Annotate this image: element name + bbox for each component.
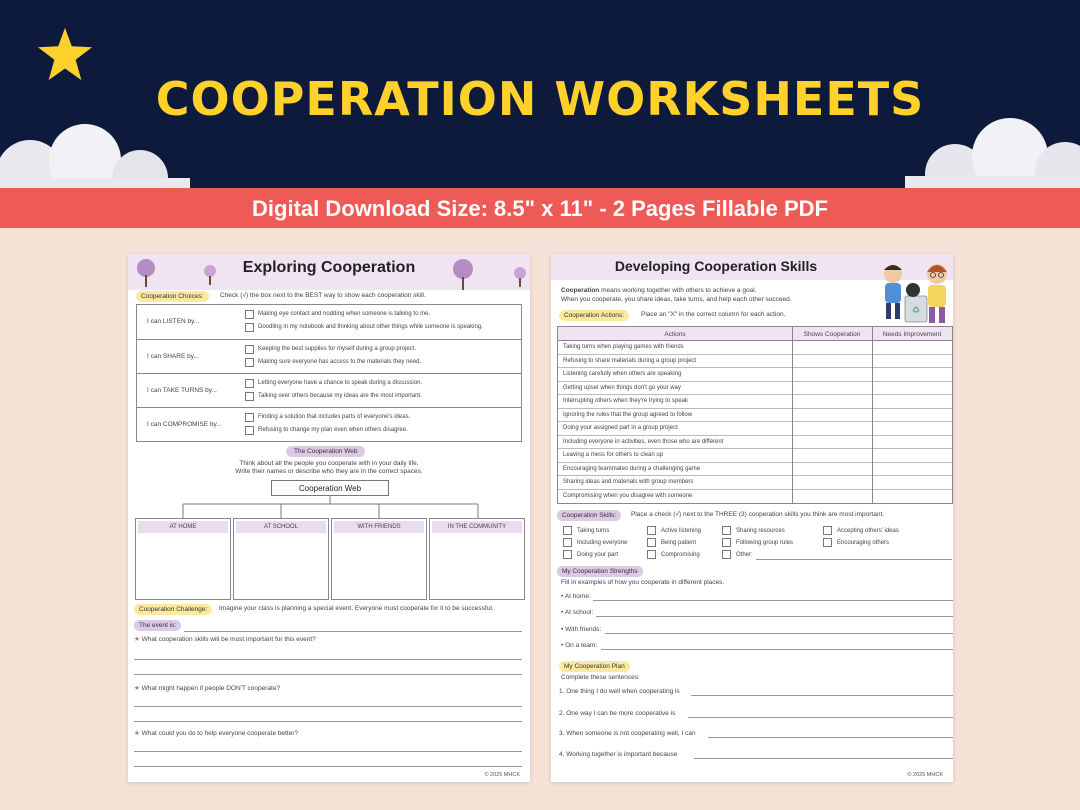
strength-item: • At school: — [561, 609, 594, 616]
checkbox[interactable] — [245, 379, 254, 388]
web-connectors — [128, 496, 530, 518]
page1-footer: © 2025 MHCK — [484, 772, 520, 778]
column-header: Actions — [664, 331, 686, 338]
checkbox[interactable] — [245, 392, 254, 401]
strength-label: At school: — [564, 609, 594, 616]
web-column-header: AT HOME — [138, 521, 228, 533]
worksheet-page-1 — [128, 254, 530, 782]
answer-line[interactable] — [134, 721, 522, 722]
question-2 — [134, 685, 280, 693]
challenge-label: Cooperation Challenge: — [134, 604, 212, 615]
skill-checkbox[interactable] — [722, 550, 731, 559]
page1-header — [128, 254, 530, 290]
skill-label: Being patient — [661, 540, 697, 546]
choice-option: Making eye contact and nodding when someone is talking to me. — [258, 311, 431, 317]
choices-instruction: Check (√) the box next to the BEST way to show each cooperation skill. — [220, 292, 426, 299]
actions-instruction: Place an "X" in the correct column for each action. — [641, 311, 786, 318]
answer-line[interactable] — [605, 633, 953, 634]
table-row — [558, 355, 952, 369]
question-text: What cooperation skills will be most important for this event? — [141, 636, 316, 643]
choice-label: I can COMPROMISE by... — [147, 421, 222, 428]
choice-label: I can LISTEN by... — [147, 318, 200, 325]
skill-label: Accepting others' ideas — [837, 528, 899, 534]
svg-text:♻: ♻ — [911, 305, 921, 315]
action-text: Getting upset when things don't go your way — [563, 384, 681, 391]
table-row — [558, 341, 952, 355]
answer-line[interactable] — [691, 695, 953, 696]
event-label: The event is: — [134, 620, 181, 631]
choice-option: Keeping the best supplies for myself during a group project. — [258, 346, 417, 352]
column-header: Needs Improvement — [882, 331, 942, 338]
answer-line[interactable] — [708, 737, 953, 738]
skill-checkbox[interactable] — [647, 526, 656, 535]
skills-instruction: Place a check (√) next to the THREE (3) cooperation skills you think are most important. — [631, 511, 885, 518]
web-column-header: AT SCHOOL — [236, 521, 326, 533]
plan-sentence: 4. Working together is important because — [559, 751, 678, 758]
answer-line[interactable] — [596, 616, 953, 617]
strengths-label: My Cooperation Strengths — [557, 566, 643, 577]
choice-option: Finding a solution that includes parts of everyone's ideas. — [258, 414, 411, 420]
answer-line[interactable] — [134, 674, 522, 675]
choice-label: I can SHARE by... — [147, 353, 199, 360]
skill-label: Encouraging others — [837, 540, 890, 546]
table-row — [558, 368, 952, 382]
intro-line-1 — [561, 287, 756, 295]
choice-row — [137, 373, 521, 407]
table-row — [558, 395, 952, 409]
action-text: Sharing ideas and materials with group members — [563, 479, 694, 485]
web-instruction-2: Write their names or describe who they are in the correct spaces. — [235, 468, 423, 475]
action-text: Taking turns when playing games with friends — [563, 344, 684, 350]
action-text: Encouraging teammates during a challenging game — [563, 465, 701, 472]
challenge-text: Imagine your class is planning a special event. Everyone must cooperate for it to be successful. — [219, 605, 494, 612]
actions-label: Cooperation Actions: — [559, 310, 629, 321]
checkbox[interactable] — [245, 358, 254, 367]
column-header: Shows Cooperation — [803, 331, 861, 338]
question-text: What might happen if people DON'T cooperate? — [141, 685, 281, 692]
actions-table — [557, 326, 953, 504]
column-divider — [792, 327, 793, 503]
skill-label: Sharing resources — [736, 528, 785, 534]
column-divider — [872, 327, 873, 503]
web-column-header: WITH FRIENDS — [334, 521, 424, 533]
answer-line[interactable] — [134, 659, 522, 660]
choice-option: Making sure everyone has access to the materials they need. — [258, 359, 422, 365]
skill-checkbox[interactable] — [563, 550, 572, 559]
worksheet-page-2 — [551, 254, 953, 782]
banner — [0, 0, 1080, 188]
other-skill-line[interactable] — [756, 559, 952, 560]
strength-label: On a team: — [565, 642, 598, 649]
choice-option: Talking over others because my ideas are the most important. — [258, 393, 422, 399]
web-column-home[interactable] — [135, 518, 231, 600]
choice-row — [137, 339, 521, 373]
choice-option: Refusing to change my plan even when others disagree. — [258, 427, 408, 433]
skill-checkbox[interactable] — [823, 538, 832, 547]
choice-option: Doodling in my notebook and thinking about other things while someone is speaking. — [258, 324, 483, 330]
choice-row — [137, 305, 521, 339]
action-text: Refusing to share materials during a group project — [563, 357, 697, 364]
skill-label: Compromising — [661, 552, 700, 558]
web-label: The Cooperation Web — [286, 446, 365, 457]
banner-subtitle: Digital Download Size: 8.5" x 11" - 2 Pages Fillable PDF — [252, 196, 828, 221]
skill-checkbox[interactable] — [647, 550, 656, 559]
choices-label: Cooperation Choices: — [136, 291, 209, 302]
skill-checkbox[interactable] — [823, 526, 832, 535]
skill-checkbox[interactable] — [722, 526, 731, 535]
star-bullet-icon: ★ — [134, 636, 140, 643]
intro-rest: means working together with others to achieve a goal. — [599, 287, 757, 294]
web-column-friends[interactable] — [331, 518, 427, 600]
web-center-box[interactable] — [271, 480, 389, 496]
page2-footer: © 2025 MHCK — [907, 772, 943, 778]
strength-item: • With friends: — [561, 626, 602, 633]
answer-line[interactable] — [134, 706, 522, 707]
actions-table-header — [558, 327, 952, 341]
strength-item: • At home: — [561, 593, 591, 600]
action-text: Ignoring the rules that the group agreed to follow — [563, 411, 693, 418]
answer-line[interactable] — [593, 600, 953, 601]
skill-label: Following group rules — [736, 540, 794, 546]
choice-row — [137, 407, 521, 441]
star-bullet-icon: ★ — [134, 730, 140, 737]
intro-line-2: When you cooperate, you share ideas, take turns, and help each other succeed. — [561, 296, 792, 303]
table-row — [558, 436, 952, 450]
strengths-instruction: Fill in examples of how you cooperate in different places. — [561, 579, 725, 586]
choices-table — [136, 304, 522, 442]
answer-line[interactable] — [601, 649, 953, 650]
table-row — [558, 463, 952, 477]
answer-line[interactable] — [184, 631, 522, 632]
strength-item: • On a team: — [561, 642, 598, 649]
answer-line[interactable] — [134, 766, 522, 767]
answer-line[interactable] — [694, 758, 953, 759]
checkbox[interactable] — [245, 323, 254, 332]
plan-instruction: Complete these sentences: — [561, 674, 640, 681]
skill-checkbox[interactable] — [722, 538, 731, 547]
action-text: Leaving a mess for others to clean up — [563, 452, 664, 458]
action-text: Including everyone in activities, even those who are different — [563, 438, 724, 445]
question-1 — [134, 636, 316, 644]
skill-label: Doing your part — [577, 552, 619, 558]
table-row — [558, 409, 952, 423]
action-text: Compromising when you disagree with someone — [563, 492, 693, 499]
kids-recycling-illustration-icon — [877, 258, 953, 330]
intro-bold: Cooperation — [561, 287, 600, 294]
skill-checkbox[interactable] — [563, 526, 572, 535]
table-row — [558, 422, 952, 436]
skill-checkbox[interactable] — [563, 538, 572, 547]
skills-label: Cooperation Skills: — [557, 510, 621, 521]
banner-title: COOPERATION WORKSHEETS — [155, 72, 925, 126]
table-row — [558, 382, 952, 396]
answer-line[interactable] — [134, 751, 522, 752]
star-bullet-icon: ★ — [134, 685, 140, 692]
table-row — [558, 449, 952, 463]
table-row — [558, 476, 952, 490]
checkbox[interactable] — [245, 345, 254, 354]
web-column-header: IN THE COMMUNITY — [432, 521, 522, 533]
skill-label: Including everyone — [577, 540, 628, 546]
web-column-school[interactable] — [233, 518, 329, 600]
strength-label: With friends: — [565, 626, 602, 633]
skill-label: Taking turns — [577, 528, 610, 534]
plan-sentence: 3. When someone is not cooperating well, I can — [559, 730, 696, 737]
table-row — [558, 490, 952, 504]
checkbox[interactable] — [245, 310, 254, 319]
web-column-community[interactable] — [429, 518, 525, 600]
web-center-label: Cooperation Web — [298, 484, 362, 493]
choice-option: Letting everyone have a chance to speak during a discussion. — [258, 380, 423, 386]
answer-line[interactable] — [688, 717, 953, 718]
plan-sentence: 2. One way I can be more cooperative is — [559, 710, 676, 717]
plan-label: My Cooperation Plan — [559, 661, 630, 672]
action-text: Interrupting others when they're trying to speak — [563, 398, 688, 404]
checkbox[interactable] — [245, 413, 254, 422]
web-instruction-1: Think about all the people you cooperate with in your daily life. — [239, 460, 419, 467]
checkbox[interactable] — [245, 426, 254, 435]
question-text: What could you do to help everyone cooperate better? — [141, 730, 299, 737]
skill-label: Other: — [736, 552, 753, 558]
page1-title: Exploring Cooperation — [242, 259, 416, 276]
question-3 — [134, 730, 298, 738]
skill-label: Active listening — [661, 528, 702, 534]
choice-label: I can TAKE TURNS by... — [147, 387, 217, 394]
strength-label: At home: — [564, 593, 591, 600]
skill-checkbox[interactable] — [647, 538, 656, 547]
plan-sentence: 1. One thing I do well when cooperating is — [559, 688, 680, 695]
page2-title: Developing Cooperation Skills — [614, 258, 818, 274]
action-text: Doing your assigned part in a group project — [563, 425, 678, 431]
action-text: Listening carefully when others are speaking — [563, 371, 682, 377]
